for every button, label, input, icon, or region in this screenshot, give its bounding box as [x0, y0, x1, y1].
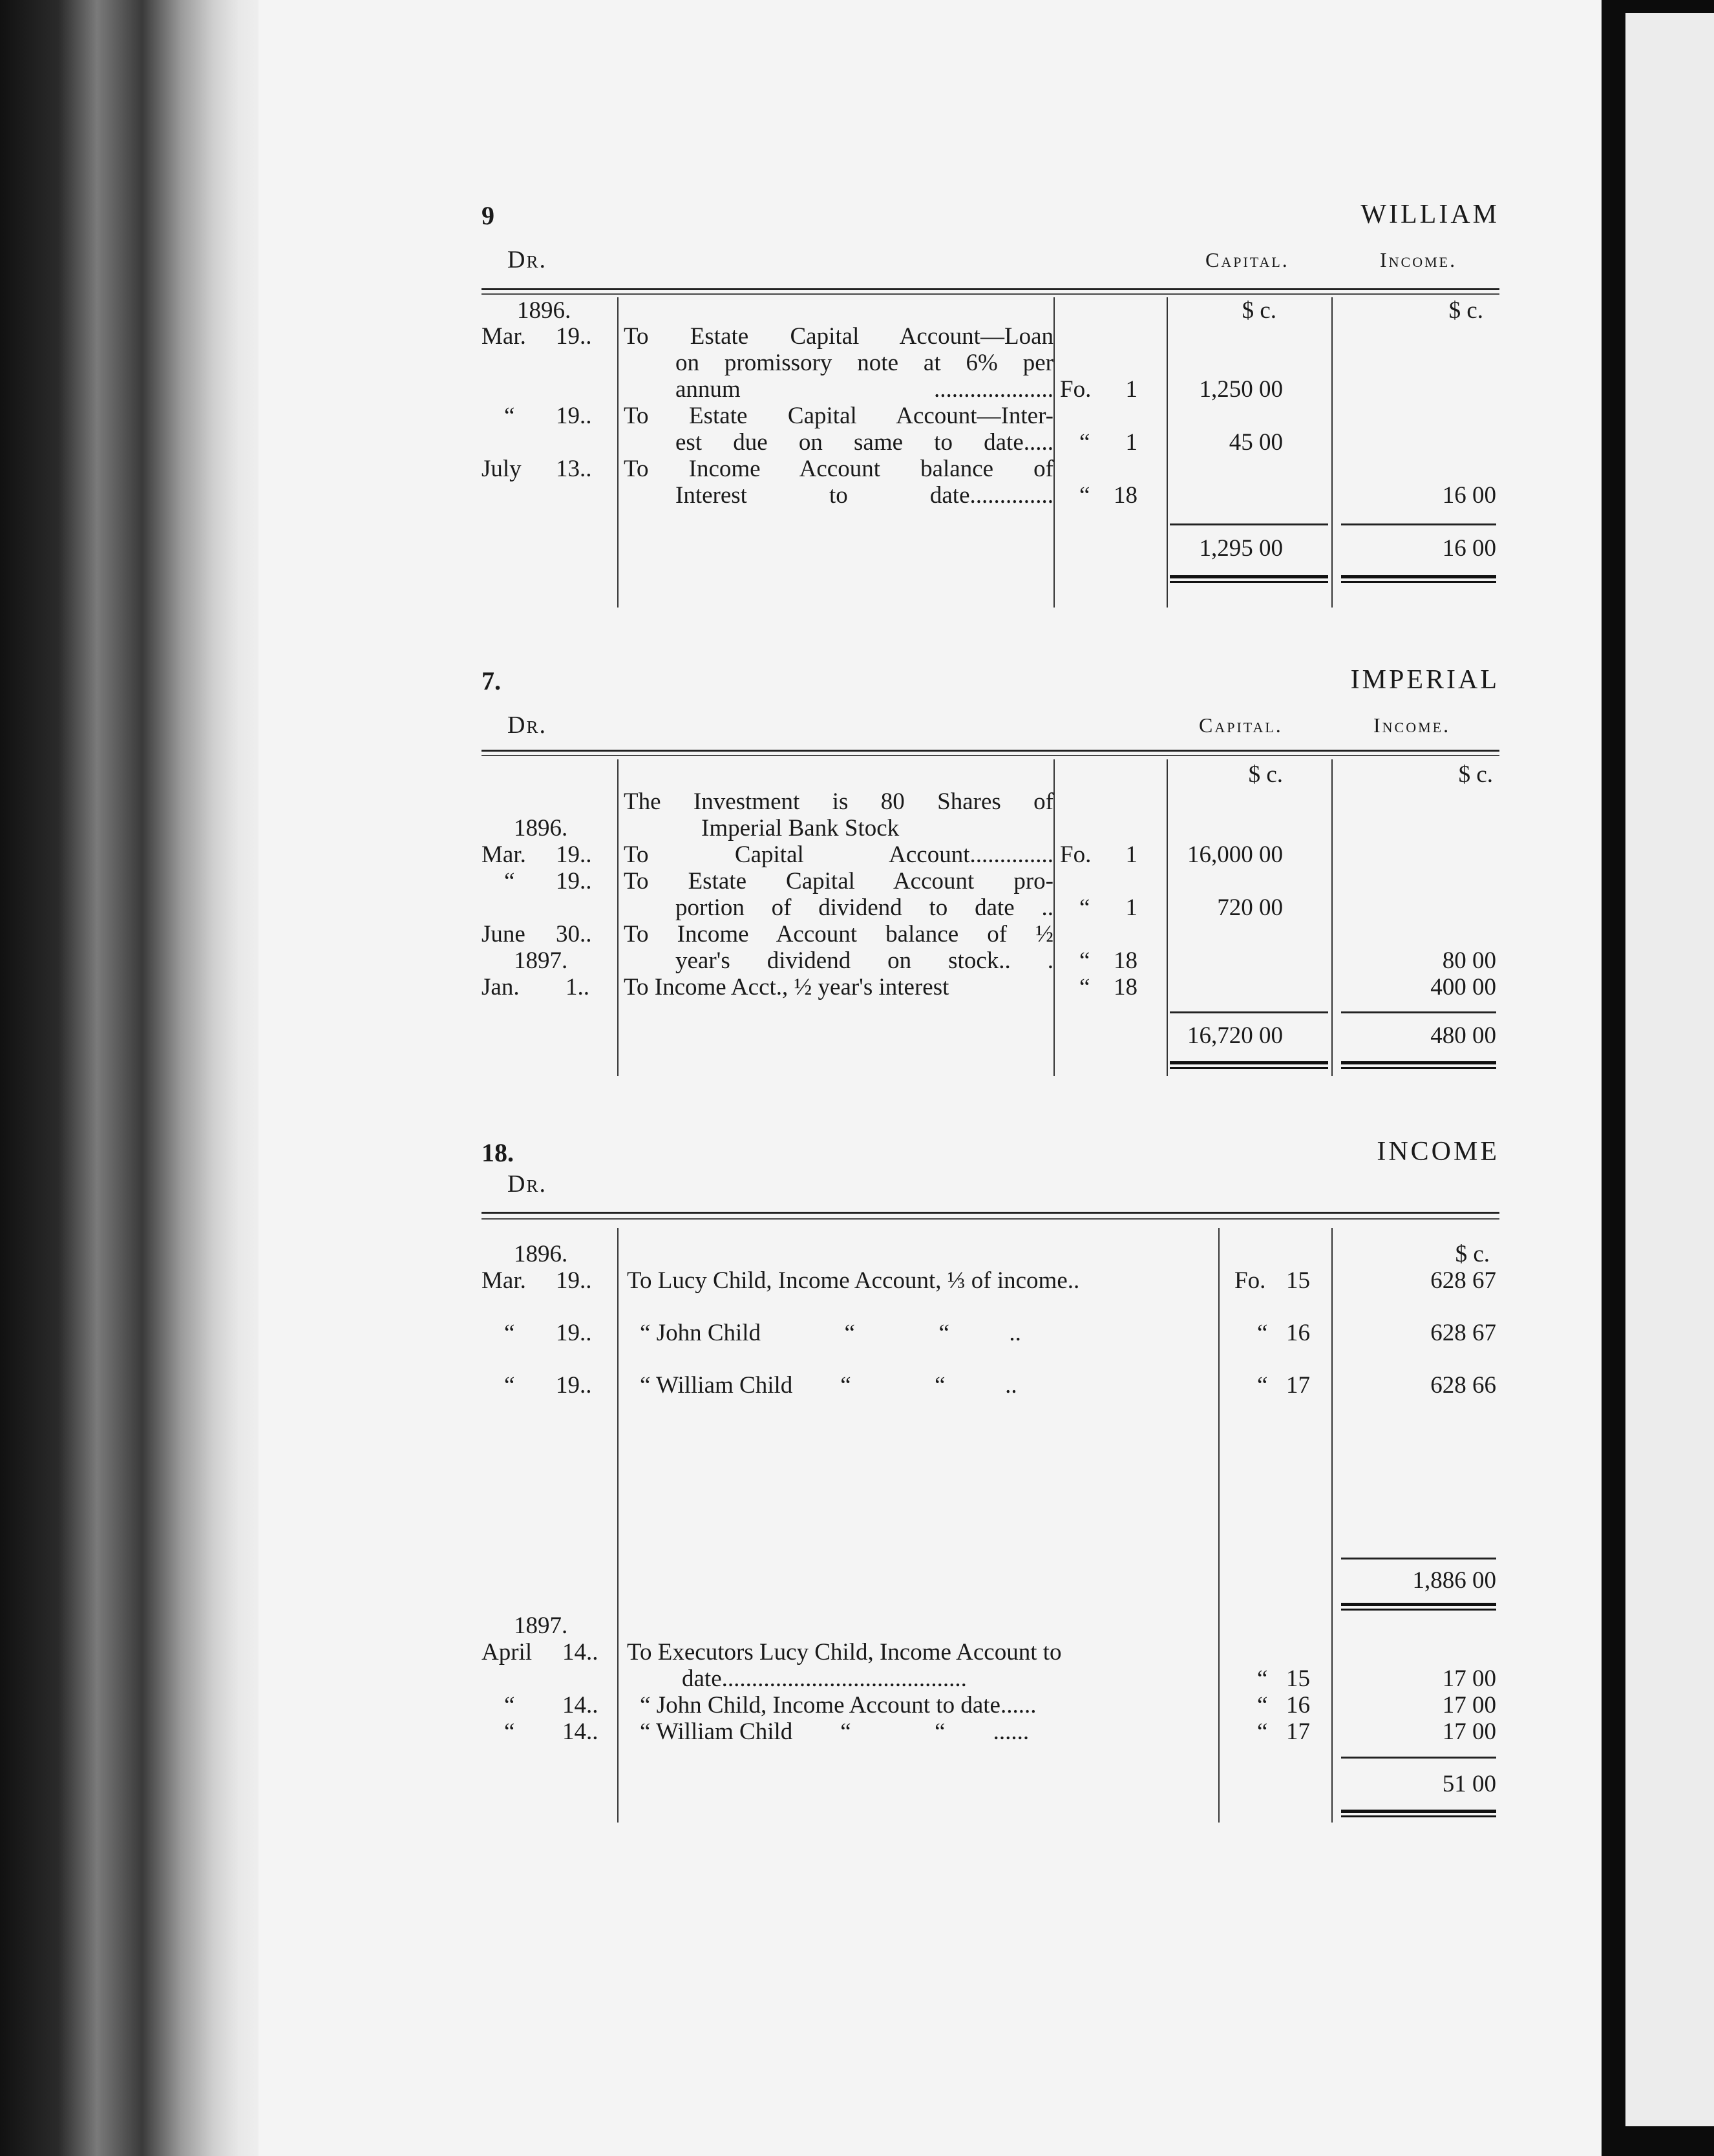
ledger-row: Interest to date.............. “ 18 16 00: [675, 482, 1496, 509]
ledger-row: “ 19.. To Estate Capital Account—Inter-: [504, 403, 1053, 429]
ledger-row: est due on same to date..... “ 1 45 00: [675, 429, 1283, 456]
income-column-heading: Income.: [1380, 248, 1457, 271]
total-rule: [1341, 523, 1496, 525]
debit-label: Dr.: [507, 712, 547, 739]
ledger-row: “ 14.. “ William Child “ “ ...... “ 17 17 00: [504, 1718, 1496, 1745]
dollar-cents-header: $ c.: [1455, 1241, 1490, 1267]
capital-column-heading: Capital.: [1199, 713, 1283, 737]
ledger-section-imperial: [481, 659, 1499, 1086]
ledger-row: 1896. $ c. $ c.: [517, 297, 1483, 324]
header-rule: [481, 750, 1499, 752]
debit-label: Dr.: [507, 246, 547, 273]
header-rule-thin: [481, 1218, 1499, 1220]
ledger-row: Mar. 19.. To Lucy Child, Income Account, ⅓ of income.. Fo. 15 628 67: [481, 1267, 1496, 1294]
book-page-edges: [0, 0, 271, 2156]
account-title: IMPERIAL: [1350, 665, 1499, 695]
ledger-row: “ 19.. “ John Child “ “ .. “ 16 628 67: [504, 1320, 1496, 1346]
account-title: INCOME: [1377, 1137, 1499, 1167]
ledger-row: The Investment is 80 Shares of: [624, 788, 1053, 815]
ledger-row: Mar. 19.. To Estate Capital Account—Loan: [481, 323, 1053, 350]
ledger-row: 1896. $ c.: [514, 1241, 1490, 1267]
total-rule: [1170, 1011, 1328, 1013]
account-title: WILLIAM: [1360, 200, 1499, 229]
total-rule: [1170, 523, 1328, 525]
folio-number: 18.: [481, 1138, 514, 1167]
ledger-row: [481, 761, 1499, 788]
double-rule: [1341, 1061, 1496, 1069]
totals-row: [481, 1771, 1499, 1797]
income-total: 51 00: [1442, 1771, 1496, 1797]
ledger-row: 1897. year's dividend on stock.. . “ 18 80 00: [514, 947, 1496, 974]
total-rule: [1341, 1558, 1496, 1559]
total-rule: [1341, 1757, 1496, 1759]
dollar-cents-header: $ c.: [1448, 297, 1483, 324]
dollar-cents-header: $ c.: [1458, 761, 1493, 788]
ledger-row: Jan. 1.. To Income Acct., ½ year's interest “ 18 400 00: [481, 974, 1496, 1000]
header-rule-thin: [481, 293, 1499, 295]
subtotal-row: [481, 1567, 1499, 1594]
header-rule: [481, 288, 1499, 290]
totals-row: [481, 1022, 1499, 1049]
header-rule-thin: [481, 755, 1499, 756]
folio-number: 7.: [481, 666, 501, 695]
dollar-cents-header: $ c.: [1248, 761, 1283, 788]
facing-page-edge: [1625, 13, 1714, 2126]
double-rule: [1170, 1061, 1328, 1069]
ledger-row: annum .................... Fo. 1 1,250 00: [675, 376, 1283, 403]
total-rule: [1341, 1011, 1496, 1013]
capital-total: 16,720 00: [1187, 1022, 1283, 1049]
income-total: 16 00: [1442, 535, 1496, 562]
ledger-row: date......................................... “ 15 17 00: [682, 1665, 1496, 1692]
income-total: 480 00: [1430, 1022, 1496, 1049]
ledger-row: “ 19.. “ William Child “ “ .. “ 17 628 66: [504, 1372, 1496, 1399]
double-rule: [1341, 1810, 1496, 1817]
ledger-row: April 14.. To Executors Lucy Child, Income Account to: [481, 1639, 1062, 1665]
double-rule: [1341, 575, 1496, 583]
double-rule: [1170, 575, 1328, 583]
header-rule: [481, 1212, 1499, 1214]
ledger-row: on promissory note at 6% per: [675, 350, 1053, 376]
ledger-row: July 13.. To Income Account balance of: [481, 456, 1053, 482]
ledger-row: “ 19.. To Estate Capital Account pro-: [504, 868, 1053, 894]
income-subtotal: 1,886 00: [1412, 1567, 1496, 1594]
dollar-cents-header: $ c.: [1242, 297, 1276, 324]
ledger-row: June 30.. To Income Account balance of ½: [481, 921, 1053, 947]
ledger-section-william: [481, 194, 1499, 614]
ledger-row: 1896. Imperial Bank Stock: [514, 815, 900, 841]
totals-row: [481, 535, 1499, 562]
ledger-row: portion of dividend to date .. “ 1 720 00: [675, 894, 1283, 921]
ledger-row: Mar. 19.. To Capital Account.............. Fo. 1 16,000 00: [481, 841, 1283, 868]
folio-number: 9: [481, 201, 494, 230]
double-rule: [1341, 1603, 1496, 1611]
ledger-row: “ 14.. “ John Child, Income Account to date...... “ 16 17 00: [504, 1692, 1496, 1718]
income-column-heading: Income.: [1373, 713, 1451, 737]
ledger-section-income: [481, 1131, 1499, 1855]
capital-total: 1,295 00: [1199, 535, 1283, 562]
debit-label: Dr.: [507, 1170, 547, 1198]
capital-column-heading: Capital.: [1205, 248, 1289, 271]
ledger-row: 1897.: [514, 1612, 568, 1639]
